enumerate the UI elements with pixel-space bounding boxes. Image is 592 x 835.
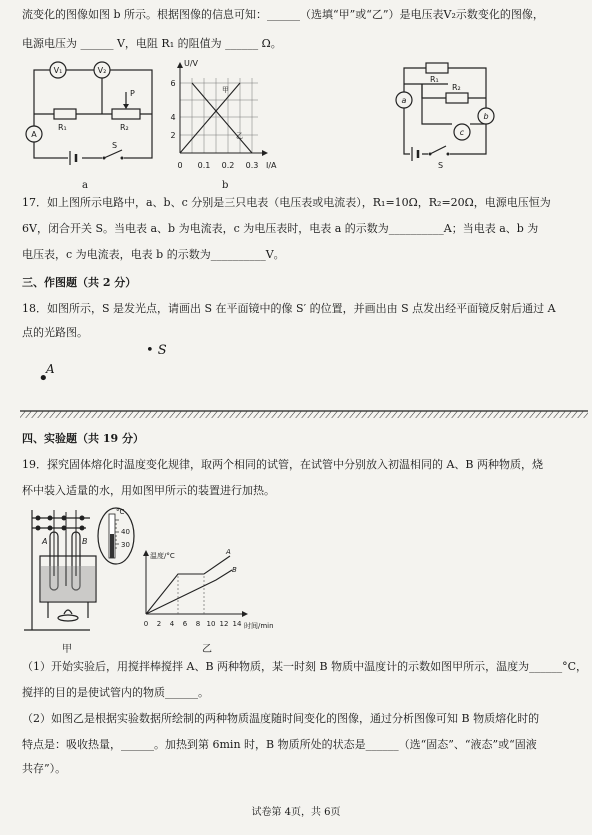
label-curve-a: A	[226, 548, 231, 556]
label-40: 40	[121, 528, 130, 536]
ytick-6: 6	[170, 79, 176, 88]
figure-a-caption: a	[82, 180, 88, 191]
page-footer: 试卷第 4页，共 6页	[251, 807, 341, 818]
label-meter-c: c	[459, 128, 465, 137]
xtick-8: 8	[195, 620, 201, 628]
xtick-12: 12	[219, 620, 229, 628]
battery	[410, 147, 422, 161]
q17-line2: 6V，闭合开关 S。当电表 a、b 为电流表，c 为电压表时，电表 a 的示数为__________A；当电表 a、b 为	[22, 222, 539, 235]
battery	[68, 151, 82, 165]
figure-jia-apparatus	[20, 506, 140, 636]
ammeter-a	[26, 126, 42, 142]
xtick-0.3: 0.3	[245, 161, 259, 170]
figure-yi-graph	[136, 548, 274, 648]
q19-sub1-line2: 搅拌的目的是使试管内的物质______。	[22, 686, 209, 699]
resistor-r2	[446, 83, 468, 103]
label-yi: 乙	[236, 132, 243, 140]
label-s: S	[112, 141, 118, 150]
label-r2: R₂	[120, 123, 129, 132]
curve-b	[146, 570, 232, 614]
label-r1: R₁	[58, 123, 67, 132]
figure-a-circuit	[20, 62, 170, 172]
xtick-0.2: 0.2	[221, 161, 235, 170]
xlabel: 时间/min	[244, 622, 274, 630]
xtick-6: 6	[182, 620, 188, 628]
meter-b	[478, 108, 494, 124]
point-a-label: A	[46, 362, 55, 376]
q19-line2: 杯中装入适量的水，用如图甲所示的装置进行加热。	[22, 484, 275, 497]
switch-s	[428, 146, 450, 170]
point-s: • S	[146, 343, 167, 358]
label-celsius: °C	[116, 508, 125, 516]
ylabel: 温度/°C	[150, 552, 175, 560]
figure-b-caption: b	[222, 180, 229, 191]
q17-line1: 17．如上图所示电路中，a、b、c 分别是三只电表（电压表或电流表），R₁=10Ω，R₂=20Ω，电源电压恒为	[22, 196, 551, 209]
figure-b-graph	[166, 58, 286, 178]
label-curve-b: B	[232, 566, 237, 574]
label-meter-a: a	[401, 96, 407, 105]
label-jia: 甲	[222, 86, 229, 94]
label-v2: V₂	[97, 66, 107, 75]
label-r1: R₁	[430, 75, 439, 84]
rheostat-r2	[112, 89, 140, 132]
section4-title: 四、实验题（共 19 分）	[22, 432, 144, 445]
q19-sub2-line1: （2）如图乙是根据实验数据所绘制的两种物质温度随时间变化的图像，通过分析图像可知 B 物质熔化时的	[22, 712, 540, 725]
section3-title: 三、作图题（共 2 分）	[22, 276, 137, 289]
curve-a	[146, 556, 230, 614]
label-p: P	[130, 89, 135, 98]
label-a: A	[31, 130, 37, 139]
xtick-2: 2	[156, 620, 162, 628]
label-v1: V₁	[53, 66, 63, 75]
q19-sub2-line2: 特点是：吸收热量，______。加热到第 6min 时，B 物质所处的状态是______（选“固态”、“液态”或“固液	[22, 738, 537, 751]
figure-yi-caption: 乙	[202, 644, 212, 655]
label-meter-b: b	[483, 112, 489, 121]
xlabel: I/A	[266, 161, 277, 170]
resistor-r1	[54, 109, 76, 132]
label-s: S	[438, 161, 444, 170]
meter-a	[396, 92, 412, 108]
xtick-4: 4	[169, 620, 175, 628]
q17-line3: 电压表，c 为电流表，电表 b 的示数为__________V。	[22, 248, 285, 261]
meter-c	[454, 124, 470, 140]
xtick-10: 10	[206, 620, 216, 628]
xtick-0: 0	[177, 161, 183, 170]
figure-c-circuit	[382, 62, 512, 172]
figure-jia-caption: 甲	[62, 644, 72, 655]
label-a: A	[42, 537, 48, 546]
line-jia	[180, 83, 240, 153]
ytick-2: 2	[170, 131, 176, 140]
voltmeter-v2	[94, 62, 110, 78]
label-r2: R₂	[452, 83, 461, 92]
ytick-4: 4	[170, 113, 176, 122]
resistor-r1	[426, 63, 448, 84]
point-a-dot: •	[38, 368, 49, 389]
voltmeter-v1	[50, 62, 66, 78]
ylabel: U/V	[184, 59, 199, 68]
xtick-14: 14	[232, 620, 242, 628]
xtick-0: 0	[143, 620, 149, 628]
q18-line2: 点的光路图。	[22, 326, 88, 339]
q19-sub1-line1: （1）开始实验后，用搅拌棒搅拌 A、B 两种物质，某一时刻 B 物质中温度计的示数如图甲所示，温度为______°C，	[22, 660, 588, 673]
switch-s	[102, 141, 124, 162]
q16-line2: 电源电压为 ______ V，电阻 R₁ 的阻值为 ______ Ω。	[22, 37, 282, 50]
q19-sub2-line3: 共存”）。	[22, 762, 67, 775]
label-30: 30	[121, 541, 130, 549]
label-b: B	[82, 537, 88, 546]
q19-line1: 19．探究固体熔化时温度变化规律，取两个相同的试管，在试管中分别放入初温相同的 A、B 两种物质，烧	[22, 458, 544, 471]
q18-line1: 18．如图所示，S 是发光点，请画出 S 在平面镜中的像 S′ 的位置，并画出由 S 点发出经平面镜反射后通过 A	[22, 302, 556, 315]
q16-line1: 流变化的图像如图 b 所示。根据图像的信息可知：______（选填“甲”或“乙”）是电压表V₂示数变化的图像，	[22, 8, 544, 21]
plane-mirror	[20, 410, 590, 420]
xtick-0.1: 0.1	[197, 161, 211, 170]
